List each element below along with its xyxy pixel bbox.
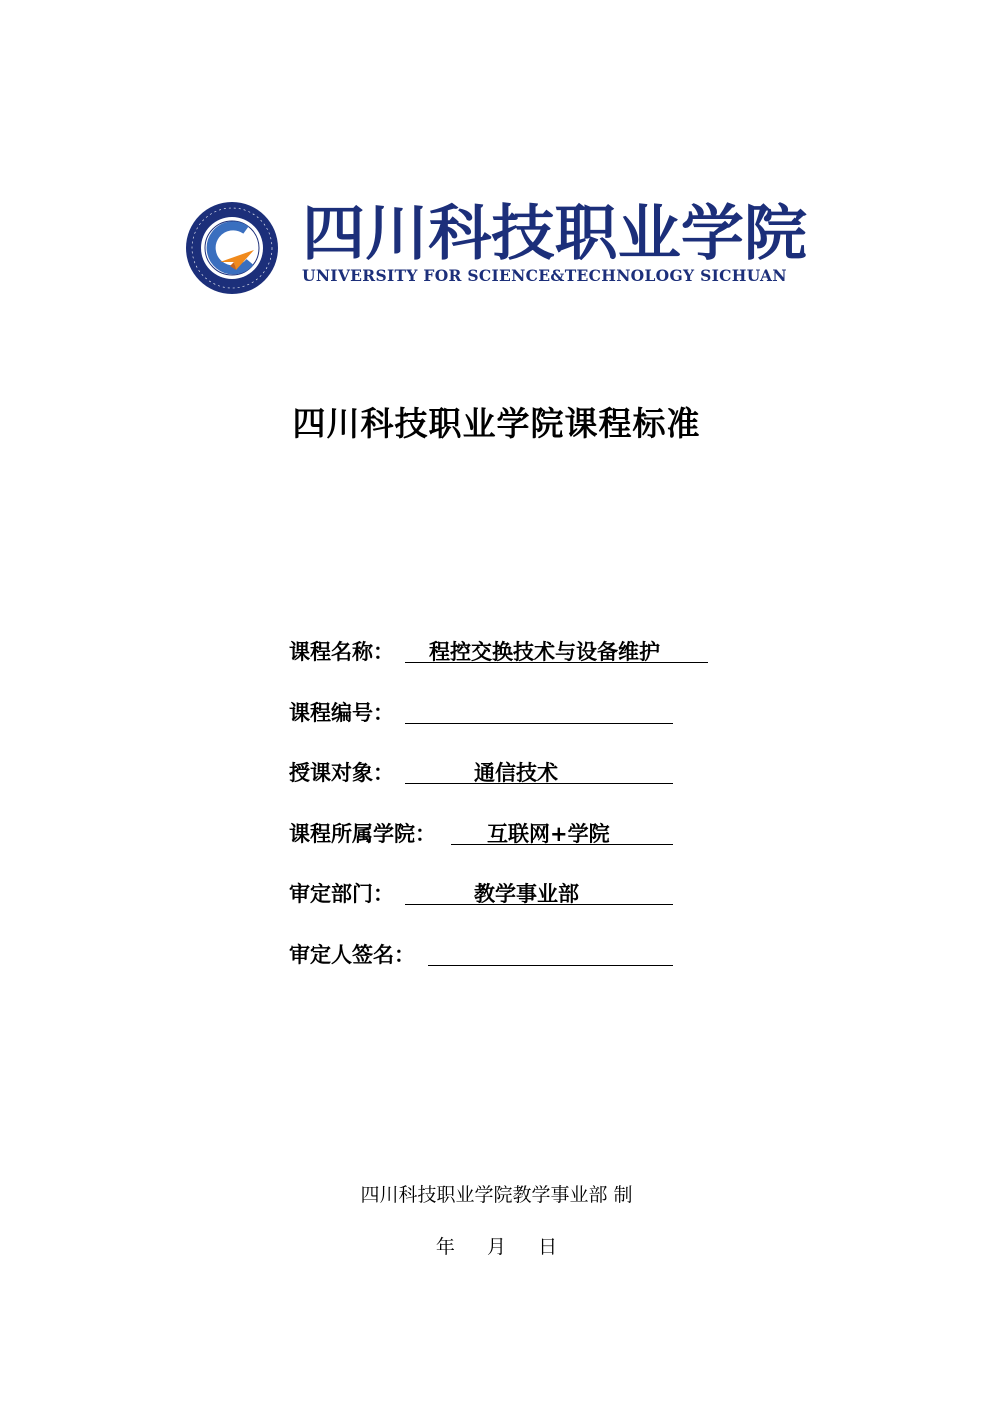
university-seal-icon — [184, 200, 280, 296]
issue-date — [0, 1232, 993, 1259]
date-year-label: 年 — [435, 1236, 455, 1258]
course-name-value: 程控交换技术与设备维护 — [429, 640, 660, 664]
approving-dept-value: 教学事业部 — [474, 882, 579, 906]
audience-label: 授课对象： — [289, 761, 394, 785]
audience-value: 通信技术 — [474, 761, 558, 785]
college-label: 课程所属学院： — [289, 821, 436, 846]
approver-signature-label: 审定人签名： — [289, 942, 415, 967]
course-code-label: 课程编号： — [289, 700, 394, 725]
date-day-label: 日 — [538, 1236, 558, 1258]
document-title: 四川科技职业学院课程标准 — [292, 404, 701, 443]
approving-dept-label: 审定部门： — [289, 882, 394, 906]
svg-text:四川科技职业学院: 四川科技职业学院 — [302, 199, 807, 268]
college-value: 互联网+学院 — [487, 821, 610, 846]
institution-logo — [184, 198, 814, 298]
issuing-organization: 四川科技职业学院教学事业部 制 — [360, 1184, 633, 1206]
date-month-label: 月 — [486, 1236, 506, 1258]
university-chinese-wordmark — [302, 198, 814, 268]
course-name-label: 课程名称： — [289, 640, 394, 664]
university-english-name: UNIVERSITY FOR SCIENCE&TECHNOLOGY SICHUAN — [302, 266, 787, 285]
approver-signature-line — [428, 935, 673, 966]
course-code-line — [405, 693, 673, 724]
